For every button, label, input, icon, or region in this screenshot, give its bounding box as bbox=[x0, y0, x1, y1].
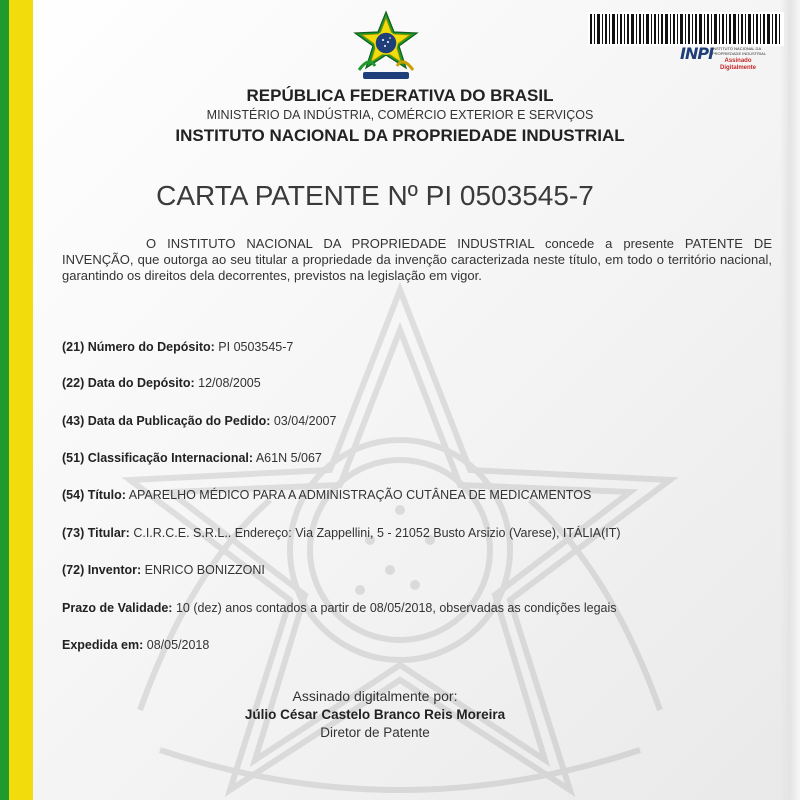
field-label: (21) Número do Depósito: bbox=[62, 340, 215, 354]
signatory-role: Diretor de Patente bbox=[320, 725, 430, 740]
field-label: (54) Título: bbox=[62, 488, 126, 502]
field-value: 10 (dez) anos contados a partir de 08/05/2018, observadas as condições legais bbox=[175, 601, 617, 615]
field-validity bbox=[62, 601, 762, 615]
signature-intro: Assinado digitalmente por: bbox=[292, 688, 458, 704]
field-label: (73) Titular: bbox=[62, 526, 130, 540]
intro-paragraph: O INSTITUTO NACIONAL DA PROPRIEDADE INDUSTRIAL concede a presente PATENTE DE INVENÇÃO, que outorga ao seu titular a propriedade da invenção caracterizada neste título, em todo o território nacional, garantindo os direitos dela decorrentes, previstos na legislação em vigor. bbox=[62, 236, 772, 283]
inpi-logo-icon bbox=[680, 44, 780, 78]
field-label: (43) Data da Publicação do Pedido: bbox=[62, 414, 271, 428]
field-label: (51) Classificação Internacional: bbox=[62, 451, 254, 465]
barcode-icon bbox=[588, 12, 784, 46]
inpi-mark: INPI bbox=[680, 44, 714, 63]
field-deposit-number bbox=[62, 340, 762, 354]
field-value: PI 0503545-7 bbox=[218, 340, 294, 354]
page-title: CARTA PATENTE Nº PI 0503545-7 bbox=[156, 180, 594, 211]
field-value: APARELHO MÉDICO PARA A ADMINISTRAÇÃO CUTÂNEA DE MEDICAMENTOS bbox=[128, 488, 592, 502]
field-value: 03/04/2007 bbox=[273, 414, 337, 428]
brazil-coat-of-arms-icon bbox=[349, 10, 423, 86]
field-value: C.I.R.C.E. S.R.L.. Endereço: Via Zappellini, 5 - 21052 Busto Arsizio (Varese), ITÁLIA(IT) bbox=[133, 526, 621, 540]
field-title bbox=[62, 488, 762, 502]
field-publication-date bbox=[62, 414, 762, 428]
field-issued bbox=[62, 638, 762, 652]
field-value: 12/08/2005 bbox=[198, 376, 261, 390]
field-value: 08/05/2018 bbox=[146, 638, 210, 652]
inpi-subtitle: INSTITUTO NACIONAL DA PROPRIEDADE INDUSTRIAL bbox=[712, 46, 767, 56]
field-label: Prazo de Validade: bbox=[62, 601, 173, 615]
field-label: Expedida em: bbox=[62, 638, 144, 652]
field-label: (22) Data do Depósito: bbox=[62, 376, 195, 390]
field-label: (72) Inventor: bbox=[62, 563, 142, 577]
field-value: A61N 5/067 bbox=[255, 451, 322, 465]
field-holder bbox=[62, 526, 762, 540]
signatory-name: Júlio César Castelo Branco Reis Moreira bbox=[244, 707, 506, 722]
field-deposit-date bbox=[62, 376, 762, 390]
digitally-signed-label: Assinado Digitalmente bbox=[719, 58, 756, 71]
institute-heading: INSTITUTO NACIONAL DA PROPRIEDADE INDUSTRIAL bbox=[175, 126, 625, 145]
field-classification bbox=[62, 451, 762, 465]
field-inventor bbox=[62, 563, 762, 577]
country-heading: REPÚBLICA FEDERATIVA DO BRASIL bbox=[246, 86, 554, 105]
field-value: ENRICO BONIZZONI bbox=[144, 563, 265, 577]
ministry-heading: MINISTÉRIO DA INDÚSTRIA, COMÉRCIO EXTERIOR E SERVIÇOS bbox=[206, 108, 594, 122]
